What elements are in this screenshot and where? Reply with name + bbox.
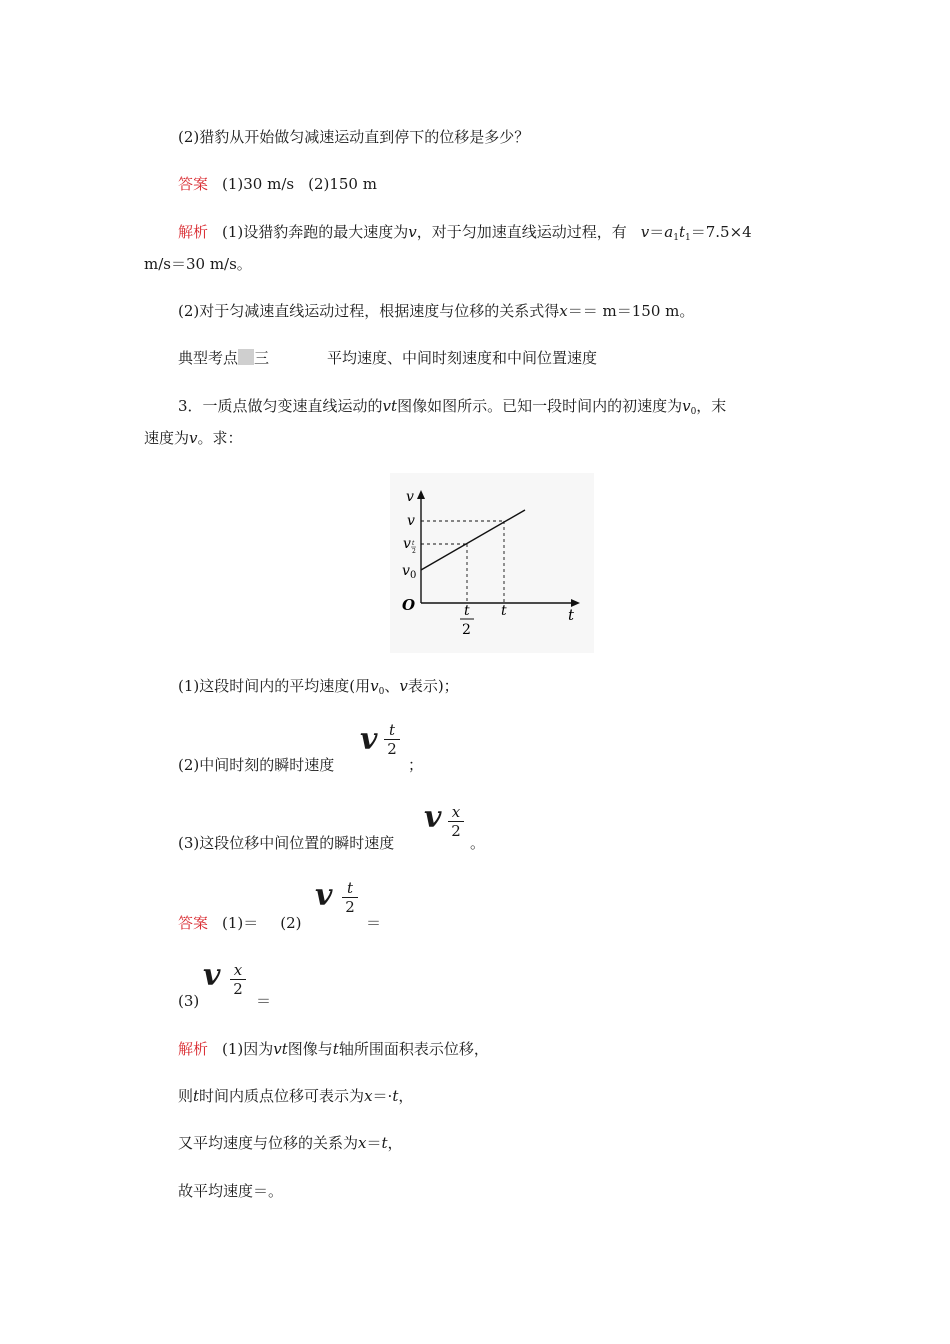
- sol2-l1-c: 轴所围面积表示位移，: [338, 1040, 489, 1058]
- sol2-l3-b: ＝: [366, 1134, 382, 1152]
- solution-2-line4: 故平均速度＝。: [178, 1182, 284, 1200]
- sol2-l1-a: (1)因为: [222, 1040, 274, 1058]
- sol2-l2-c: ＝·: [372, 1087, 393, 1105]
- sol1-a-sub: 1: [673, 233, 679, 243]
- q3-line2-a: 速度为: [144, 429, 190, 447]
- ans2-den3: 2: [233, 980, 243, 998]
- solution2-label: 解析: [178, 1040, 209, 1058]
- sol1-line3-b: ＝＝ m＝150 m。: [567, 302, 695, 320]
- sol2-l1-t: t: [332, 1040, 339, 1058]
- sol2-l2-t: t: [193, 1087, 200, 1105]
- q3-text-c: ，末: [696, 397, 727, 415]
- q3-v0: v: [682, 397, 691, 415]
- answer-label: 答案: [178, 175, 209, 193]
- sub1-a: (1)这段时间内的平均速度(用: [178, 677, 371, 695]
- q3-line2-b: 。求：: [197, 429, 243, 447]
- sub2-sym: v: [360, 722, 378, 757]
- sol2-l2-d: ，: [398, 1087, 414, 1105]
- ans2-sym3: v: [203, 958, 221, 993]
- y-axis-label: v: [406, 489, 414, 505]
- sub1-v0-sub: 0: [378, 687, 385, 697]
- tick-t: t: [501, 603, 507, 619]
- question-3-line1: [178, 396, 726, 422]
- tick-vt2-num: t: [412, 540, 415, 547]
- sol2-l1-b: 图像与: [287, 1040, 333, 1058]
- answer2-p1: (1)＝: [222, 914, 259, 932]
- sol2-l2-a: 则: [178, 1087, 194, 1105]
- sub2-end: ；: [408, 756, 424, 774]
- answer-part1: (1)30 m/s: [222, 175, 295, 193]
- ans2-eq2: ＝: [366, 914, 382, 932]
- y-axis-arrow: [417, 490, 425, 499]
- sol1-t: t: [678, 223, 685, 241]
- sol2-l3-t: t: [381, 1134, 388, 1152]
- ans2-frac3: [230, 962, 246, 997]
- v-t-half-symbol: [360, 722, 377, 757]
- answer-part2: (2)150 m: [308, 175, 377, 193]
- sol1-text-b: ，对于匀加速直线运动过程，有: [416, 223, 627, 241]
- sub3-end: 。: [470, 834, 486, 852]
- vt-graph: [390, 473, 594, 653]
- origin-label: O: [402, 596, 416, 614]
- tick-v0-sub: 0: [410, 570, 417, 581]
- sub3-frac: [448, 804, 464, 839]
- sol1-eq: ＝: [649, 223, 665, 241]
- sol2-l3-x: x: [358, 1134, 367, 1152]
- sub1-v: v: [399, 677, 408, 695]
- sub1-sep: 、: [384, 677, 400, 695]
- q3-line2-v: v: [189, 429, 198, 447]
- sol2-l3-c: ，: [387, 1134, 403, 1152]
- sol1-text-c: ＝7.5×4: [690, 223, 752, 241]
- tick-v: v: [407, 513, 415, 529]
- tick-t2-den: 2: [462, 622, 471, 638]
- sol1-text-a: (1)设猎豹奔跑的最大速度为: [222, 223, 409, 241]
- vt-graph-figure: [390, 473, 594, 653]
- section-title: 平均速度、中间时刻速度和中间位置速度: [327, 349, 598, 367]
- solution-2-line1: [178, 1039, 489, 1059]
- sub-question-3: (3)这段位移中间位置的瞬时速度: [178, 834, 395, 852]
- solution-1-line3: [178, 301, 694, 321]
- sub-question-2: (2)中间时刻的瞬时速度: [178, 756, 335, 774]
- vt-line: [421, 510, 525, 570]
- sol2-l1-vt: vt: [273, 1040, 288, 1058]
- answer2-label: 答案: [178, 914, 209, 932]
- sol1-line3-a: (2)对于匀减速直线运动过程，根据速度与位移的关系式得: [178, 302, 560, 320]
- tick-vt2: v: [403, 536, 411, 552]
- sub3-den: 2: [451, 822, 461, 840]
- sol2-l3-a: 又平均速度与位移的关系为: [178, 1134, 359, 1152]
- q3-vt: vt: [382, 397, 398, 415]
- ans2-num3: x: [233, 961, 243, 979]
- section-heading: [178, 348, 597, 368]
- ans2-den2: 2: [345, 898, 355, 916]
- answer-2-line1: [178, 913, 302, 933]
- question-3-line2: [144, 428, 243, 448]
- sol1-eq-v: v: [640, 223, 650, 241]
- q3-v0-sub: 0: [690, 407, 697, 417]
- section-prefix: 典型考点: [178, 349, 239, 367]
- sol2-l2-x: x: [364, 1087, 373, 1105]
- sol1-v: v: [408, 223, 417, 241]
- solution-2-line2: [178, 1086, 413, 1106]
- sol2-l2-b: 时间内质点位移可表示为: [199, 1087, 365, 1105]
- ans2-num2: t: [346, 879, 354, 897]
- sol1-line3-x: x: [559, 302, 568, 320]
- ans2-sym2: v: [315, 878, 333, 913]
- answer2-p2: (2): [280, 914, 302, 932]
- answer-2-line2: (3): [178, 992, 200, 1010]
- sol1-t-sub: 1: [684, 233, 691, 243]
- solution-label: 解析: [178, 223, 209, 241]
- answer-1: [178, 174, 377, 194]
- sub2-frac: [384, 722, 400, 757]
- tick-v0: v: [402, 563, 410, 579]
- sub1-v0: v: [370, 677, 379, 695]
- tick-vt2-den: 2: [412, 548, 416, 555]
- sub2-num: t: [388, 721, 396, 739]
- question-2-prev: (2)猎豹从开始做匀减速运动直到停下的位移是多少？: [178, 128, 530, 146]
- x-axis-label: t: [568, 606, 575, 624]
- sol2-l2-t2: t: [392, 1087, 399, 1105]
- v-x-half-symbol: [424, 800, 441, 835]
- sub3-sym: v: [424, 800, 442, 835]
- sub-question-1: [178, 676, 459, 702]
- solution-1-line1: [178, 222, 752, 248]
- answer2-v-t-half-symbol: [315, 878, 332, 913]
- sub2-den: 2: [387, 740, 397, 758]
- sub3-num: x: [451, 803, 461, 821]
- solution-1-line2: m/s＝30 m/s。: [144, 255, 252, 273]
- ans2-eq3: ＝: [256, 992, 272, 1010]
- answer2-v-x-half-symbol: [203, 958, 220, 993]
- tick-t2-num: t: [464, 603, 470, 619]
- ans2-frac2: [342, 880, 358, 915]
- q3-text-b: 图像如图所示。已知一段时间内的初速度为: [397, 397, 683, 415]
- sub1-b: 表示)；: [407, 677, 459, 695]
- section-number: 三: [254, 349, 270, 367]
- q3-text-a: 3．一质点做匀变速直线运动的: [178, 397, 383, 415]
- section-marker: [238, 349, 254, 365]
- sol1-a: a: [664, 223, 674, 241]
- solution-2-line3: [178, 1133, 403, 1153]
